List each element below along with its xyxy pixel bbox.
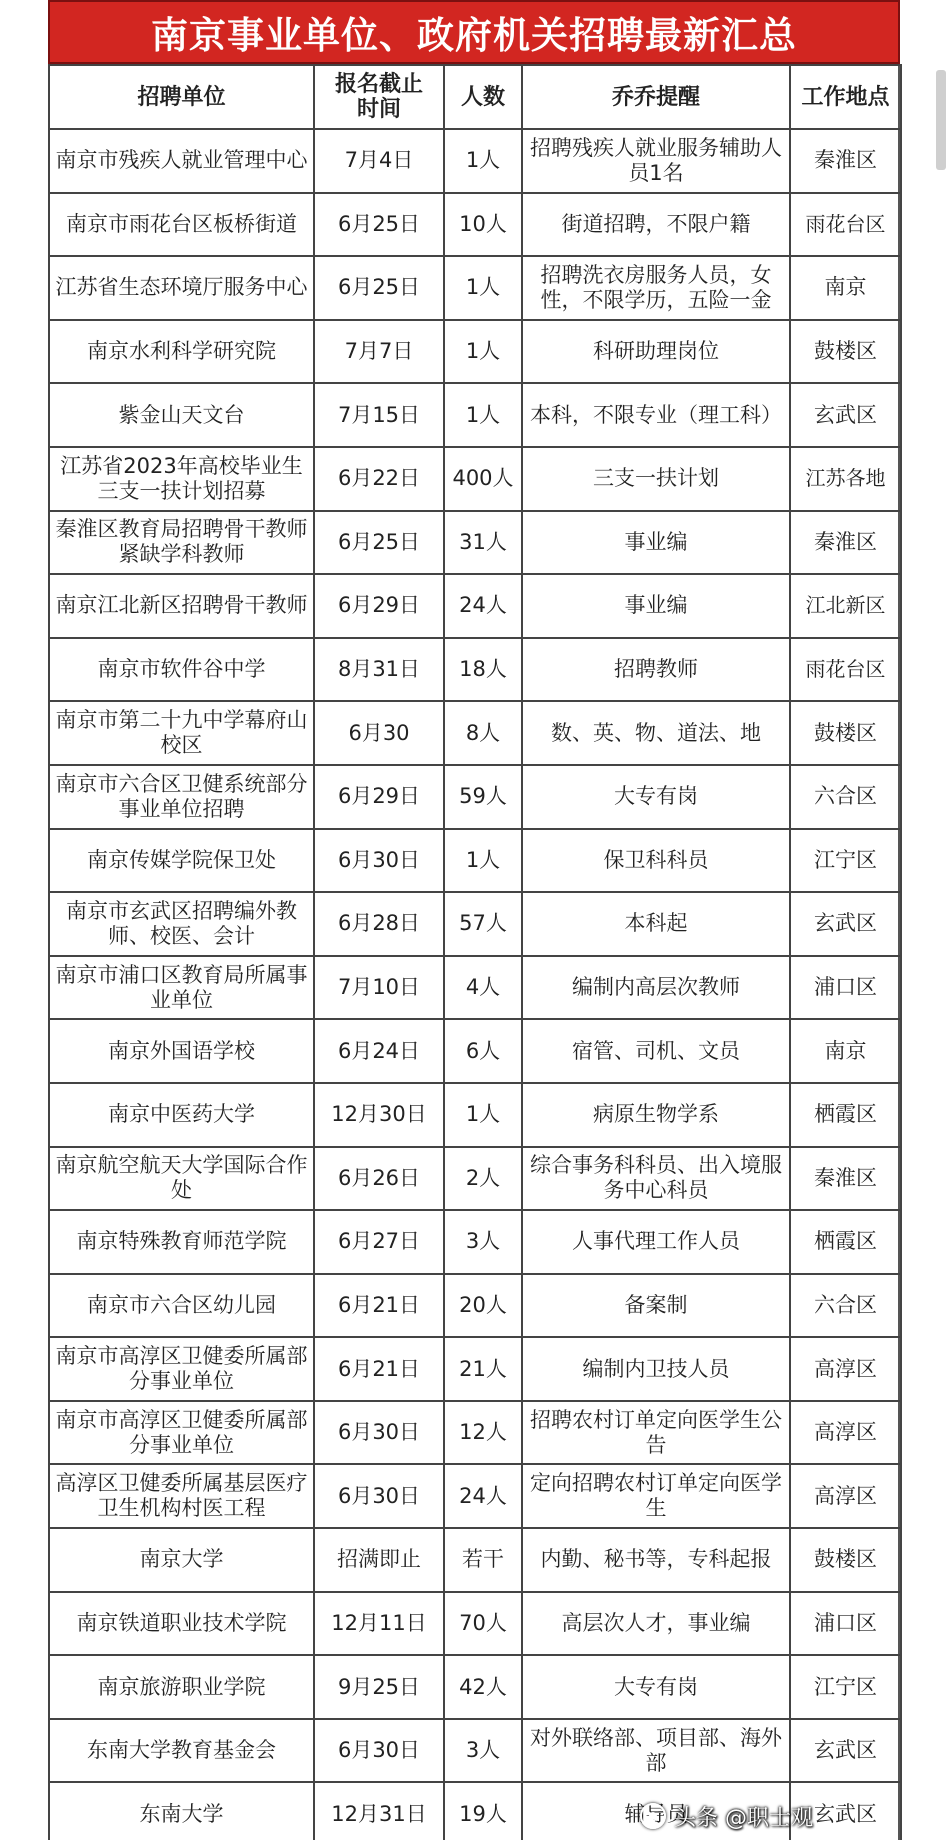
- table-row: [49, 1210, 901, 1274]
- cell-location: 高淳区: [790, 1401, 901, 1465]
- cell-location: 南京: [790, 1019, 901, 1083]
- cell-deadline: 6月22日: [314, 447, 444, 511]
- cell-deadline: 6月24日: [314, 1019, 444, 1083]
- cell-count: 2人: [444, 1147, 522, 1211]
- cell-count: 70人: [444, 1592, 522, 1656]
- cell-note: 编制内高层次教师: [522, 956, 790, 1020]
- table-body: [49, 129, 901, 1840]
- cell-unit: 南京旅游职业学院: [49, 1655, 314, 1719]
- table-row: [49, 447, 901, 511]
- cell-location: 六合区: [790, 765, 901, 829]
- cell-unit: 南京航空航天大学国际合作处: [49, 1147, 314, 1211]
- table-row: [49, 320, 901, 384]
- cell-note: 街道招聘，不限户籍: [522, 193, 790, 257]
- table-row: [49, 1019, 901, 1083]
- page-title: 南京事业单位、政府机关招聘最新汇总: [48, 0, 900, 64]
- cell-note: 备案制: [522, 1274, 790, 1338]
- cell-count: 6人: [444, 1019, 522, 1083]
- cell-count: 19人: [444, 1782, 522, 1840]
- cell-note: 本科起: [522, 892, 790, 956]
- cell-note: 事业编: [522, 574, 790, 638]
- cell-deadline: 12月31日: [314, 1782, 444, 1840]
- cell-location: 江苏各地: [790, 447, 901, 511]
- cell-deadline: 12月30日: [314, 1083, 444, 1147]
- cell-location: 雨花台区: [790, 638, 901, 702]
- table-row: [49, 1464, 901, 1528]
- cell-count: 24人: [444, 1464, 522, 1528]
- cell-unit: 南京市软件谷中学: [49, 638, 314, 702]
- cell-unit: 东南大学: [49, 1782, 314, 1840]
- table-row: [49, 1083, 901, 1147]
- cell-count: 1人: [444, 256, 522, 320]
- cell-location: 鼓楼区: [790, 701, 901, 765]
- cell-deadline: 6月30日: [314, 1401, 444, 1465]
- cell-count: 1人: [444, 129, 522, 193]
- cell-location: 浦口区: [790, 956, 901, 1020]
- table-row: [49, 1147, 901, 1211]
- cell-location: 江北新区: [790, 574, 901, 638]
- cell-note: 大专有岗: [522, 1655, 790, 1719]
- cell-unit: 南京市残疾人就业管理中心: [49, 129, 314, 193]
- cell-unit: 南京市高淳区卫健委所属部分事业单位: [49, 1337, 314, 1401]
- cell-count: 10人: [444, 193, 522, 257]
- cell-note: 对外联络部、项目部、海外部: [522, 1719, 790, 1783]
- cell-deadline: 6月25日: [314, 511, 444, 575]
- cell-deadline: 6月30日: [314, 829, 444, 893]
- table-row: [49, 638, 901, 702]
- cell-count: 8人: [444, 701, 522, 765]
- cell-count: 59人: [444, 765, 522, 829]
- cell-location: 秦淮区: [790, 129, 901, 193]
- cell-unit: 南京铁道职业技术学院: [49, 1592, 314, 1656]
- table-header-row: [49, 65, 901, 129]
- table-row: [49, 1528, 901, 1592]
- cell-note: 宿管、司机、文员: [522, 1019, 790, 1083]
- circle-logo-icon: [640, 1803, 666, 1829]
- cell-note: 科研助理岗位: [522, 320, 790, 384]
- cell-deadline: 9月25日: [314, 1655, 444, 1719]
- cell-note: 本科，不限专业（理工科）: [522, 383, 790, 447]
- cell-note: 保卫科科员: [522, 829, 790, 893]
- table-row: [49, 1719, 901, 1783]
- cell-location: 鼓楼区: [790, 320, 901, 384]
- cell-deadline: 7月15日: [314, 383, 444, 447]
- cell-count: 1人: [444, 829, 522, 893]
- table-row: [49, 511, 901, 575]
- header-note: 乔乔提醒: [522, 65, 790, 129]
- cell-deadline: 招满即止: [314, 1528, 444, 1592]
- cell-unit: 南京市高淳区卫健委所属部分事业单位: [49, 1401, 314, 1465]
- cell-location: 江宁区: [790, 829, 901, 893]
- cell-note: 内勤、秘书等，专科起报: [522, 1528, 790, 1592]
- cell-unit: 南京江北新区招聘骨干教师: [49, 574, 314, 638]
- cell-location: 高淳区: [790, 1464, 901, 1528]
- cell-count: 400人: [444, 447, 522, 511]
- cell-count: 3人: [444, 1210, 522, 1274]
- cell-unit: 紫金山天文台: [49, 383, 314, 447]
- table-row: [49, 765, 901, 829]
- cell-count: 21人: [444, 1337, 522, 1401]
- watermark: [640, 1798, 813, 1834]
- table-row: [49, 1655, 901, 1719]
- cell-location: 雨花台区: [790, 193, 901, 257]
- cell-location: 玄武区: [790, 1719, 901, 1783]
- cell-note: 高层次人才，事业编: [522, 1592, 790, 1656]
- header-count: 人数: [444, 65, 522, 129]
- cell-note: 编制内卫技人员: [522, 1337, 790, 1401]
- cell-deadline: 12月11日: [314, 1592, 444, 1656]
- recruitment-table: [48, 64, 902, 1840]
- cell-note: 招聘农村订单定向医学生公告: [522, 1401, 790, 1465]
- cell-unit: 南京市浦口区教育局所属事业单位: [49, 956, 314, 1020]
- table-row: [49, 1592, 901, 1656]
- cell-location: 栖霞区: [790, 1210, 901, 1274]
- cell-note: 辅导员: [522, 1782, 790, 1840]
- cell-deadline: 6月21日: [314, 1337, 444, 1401]
- table-row: [49, 956, 901, 1020]
- cell-deadline: 6月26日: [314, 1147, 444, 1211]
- header-deadline: 报名截止时间: [314, 65, 444, 129]
- cell-deadline: 6月29日: [314, 765, 444, 829]
- cell-unit: 江苏省2023年高校毕业生三支一扶计划招募: [49, 447, 314, 511]
- table-row: [49, 193, 901, 257]
- cell-note: 综合事务科科员、出入境服务中心科员: [522, 1147, 790, 1211]
- cell-deadline: 6月30日: [314, 1464, 444, 1528]
- cell-unit: 南京市雨花台区板桥街道: [49, 193, 314, 257]
- cell-count: 31人: [444, 511, 522, 575]
- cell-note: 招聘残疾人就业服务辅助人员1名: [522, 129, 790, 193]
- cell-note: 招聘洗衣房服务人员，女性，不限学历，五险一金: [522, 256, 790, 320]
- cell-deadline: 7月4日: [314, 129, 444, 193]
- cell-unit: 南京大学: [49, 1528, 314, 1592]
- cell-unit: 东南大学教育基金会: [49, 1719, 314, 1783]
- header-location: 工作地点: [790, 65, 901, 129]
- cell-location: 江宁区: [790, 1655, 901, 1719]
- watermark-text: 头条 @职士观: [674, 1805, 813, 1831]
- cell-unit: 南京中医药大学: [49, 1083, 314, 1147]
- cell-note: 人事代理工作人员: [522, 1210, 790, 1274]
- cell-note: 三支一扶计划: [522, 447, 790, 511]
- cell-location: 南京: [790, 256, 901, 320]
- cell-deadline: 6月30: [314, 701, 444, 765]
- cell-deadline: 6月25日: [314, 193, 444, 257]
- cell-count: 若干: [444, 1528, 522, 1592]
- cell-count: 1人: [444, 1083, 522, 1147]
- cell-note: 招聘教师: [522, 638, 790, 702]
- table-row: [49, 256, 901, 320]
- cell-unit: 南京特殊教育师范学院: [49, 1210, 314, 1274]
- cell-count: 12人: [444, 1401, 522, 1465]
- cell-deadline: 6月28日: [314, 892, 444, 956]
- cell-location: 玄武区: [790, 892, 901, 956]
- cell-count: 1人: [444, 320, 522, 384]
- cell-location: 高淳区: [790, 1337, 901, 1401]
- cell-count: 57人: [444, 892, 522, 956]
- scrollbar-thumb[interactable]: [936, 70, 946, 170]
- cell-location: 秦淮区: [790, 1147, 901, 1211]
- table-row: [49, 574, 901, 638]
- cell-note: 大专有岗: [522, 765, 790, 829]
- cell-location: 鼓楼区: [790, 1528, 901, 1592]
- cell-unit: 南京外国语学校: [49, 1019, 314, 1083]
- cell-unit: 江苏省生态环境厅服务中心: [49, 256, 314, 320]
- cell-location: 栖霞区: [790, 1083, 901, 1147]
- header-unit: 招聘单位: [49, 65, 314, 129]
- table-row: [49, 892, 901, 956]
- cell-location: 六合区: [790, 1274, 901, 1338]
- table-row: [49, 701, 901, 765]
- cell-count: 20人: [444, 1274, 522, 1338]
- cell-note: 定向招聘农村订单定向医学生: [522, 1464, 790, 1528]
- cell-unit: 南京市第二十九中学幕府山校区: [49, 701, 314, 765]
- table-row: [49, 1274, 901, 1338]
- cell-count: 42人: [444, 1655, 522, 1719]
- cell-deadline: 6月30日: [314, 1719, 444, 1783]
- cell-location: 玄武区: [790, 383, 901, 447]
- cell-note: 事业编: [522, 511, 790, 575]
- cell-unit: 南京水利科学研究院: [49, 320, 314, 384]
- table-row: [49, 1401, 901, 1465]
- cell-count: 24人: [444, 574, 522, 638]
- cell-note: 数、英、物、道法、地: [522, 701, 790, 765]
- table-row: [49, 829, 901, 893]
- table-row: [49, 129, 901, 193]
- cell-deadline: 6月21日: [314, 1274, 444, 1338]
- cell-deadline: 6月25日: [314, 256, 444, 320]
- cell-count: 3人: [444, 1719, 522, 1783]
- cell-deadline: 7月10日: [314, 956, 444, 1020]
- cell-location: 浦口区: [790, 1592, 901, 1656]
- cell-unit: 南京市玄武区招聘编外教师、校医、会计: [49, 892, 314, 956]
- cell-count: 18人: [444, 638, 522, 702]
- cell-unit: 高淳区卫健委所属基层医疗卫生机构村医工程: [49, 1464, 314, 1528]
- cell-deadline: 7月7日: [314, 320, 444, 384]
- table-row: [49, 1337, 901, 1401]
- cell-count: 1人: [444, 383, 522, 447]
- cell-unit: 南京市六合区幼儿园: [49, 1274, 314, 1338]
- cell-unit: 秦淮区教育局招聘骨干教师紧缺学科教师: [49, 511, 314, 575]
- cell-deadline: 6月29日: [314, 574, 444, 638]
- cell-note: 病原生物学系: [522, 1083, 790, 1147]
- cell-location: 玄武区: [790, 1782, 901, 1840]
- cell-count: 4人: [444, 956, 522, 1020]
- cell-location: 秦淮区: [790, 511, 901, 575]
- cell-deadline: 6月27日: [314, 1210, 444, 1274]
- cell-unit: 南京传媒学院保卫处: [49, 829, 314, 893]
- table-row: [49, 383, 901, 447]
- cell-unit: 南京市六合区卫健系统部分事业单位招聘: [49, 765, 314, 829]
- cell-deadline: 8月31日: [314, 638, 444, 702]
